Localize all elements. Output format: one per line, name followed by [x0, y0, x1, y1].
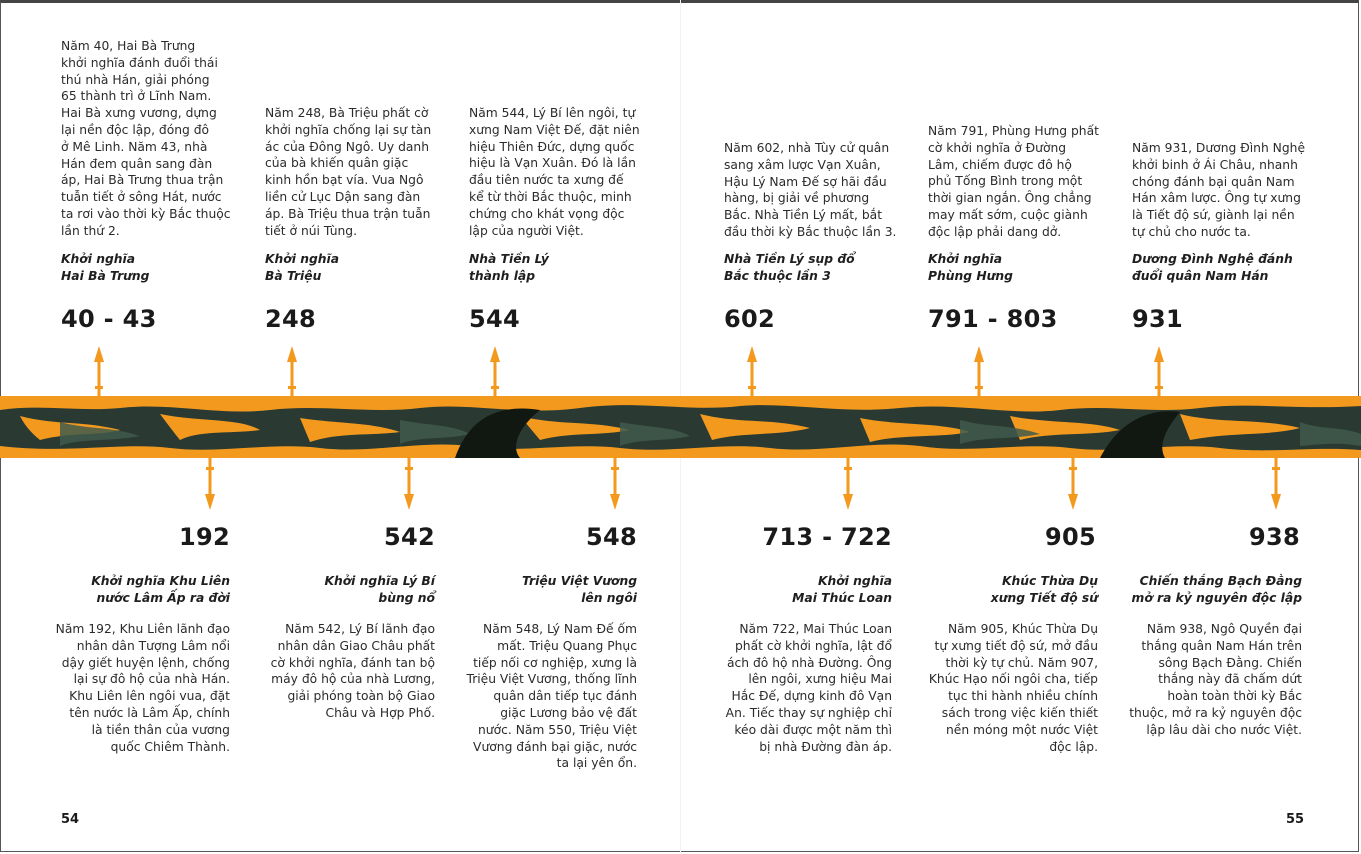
bottom-event-5-desc: Năm 905, Khúc Thừa Dụ tự xưng tiết độ sứ, mở đầu thời kỳ tự chủ. Năm 907, Khúc Hạo nối ngôi cha, tiếp tục thi hành nhiều chính sách trong việc kiến thiết nền móng một nước Việt độc lập. — [928, 622, 1098, 754]
bottom-event-1-title: Khởi nghĩa Khu Liên nước Lâm Ấp ra đời — [91, 574, 230, 605]
top-event-2-desc: Năm 248, Bà Triệu phất cờ khởi nghĩa chống lại sự tàn ác của Đông Ngô. Uy danh của bà khiến quân giặc kinh hồn bạt vía. Vua Ngô liền cử Lục Dận sang đàn áp. Bà Triệu thua trận tuẫn tiết ở núi Tùng. — [265, 106, 432, 238]
arrow-up-icon — [286, 346, 298, 398]
bottom-event-1-desc: Năm 192, Khu Liên lãnh đạo nhân dân Tượng Lâm nổi dậy giết huyện lệnh, chống lại sự đô hộ của nhà Hán. Khu Liên lên ngôi vua, đặt tên nước là Lâm Ấp, chính là tiền thân của vương quốc Chiêm Thành. — [55, 622, 230, 754]
bottom-event-6-desc: Năm 938, Ngô Quyền đại thắng quân Nam Hán trên sông Bạch Đằng. Chiến thắng này đã chấm dứt hoàn toàn thời kỳ Bắc thuộc, mở ra kỷ nguyên độc lập lâu dài cho nước Việt. — [1129, 622, 1302, 737]
bottom-event-6-title: Chiến thắng Bạch Đằng mở ra kỷ nguyên độc lập — [1131, 574, 1302, 605]
bottom-event-4-title: Khởi nghĩa Mai Thúc Loan — [792, 574, 892, 605]
top-event-3-desc: Năm 544, Lý Bí lên ngôi, tự xưng Nam Việt Đế, đặt niên hiệu Thiên Đức, dựng quốc hiệu là Vạn Xuân. Đó là lần đầu tiên nước ta xưng đế kể từ thời Bắc thuộc, minh chứng cho khát vọng độc lập của người Việt. — [469, 106, 640, 238]
bottom-event-3-year: 548 — [586, 523, 637, 551]
top-event-4-desc: Năm 602, nhà Tùy cử quân sang xâm lược Vạn Xuân, Hậu Lý Nam Đế sợ hãi đầu hàng, bị giải về phương Bắc. Nhà Tiền Lý mất, bắt đầu thời kỳ Bắc thuộc lần 3. — [724, 141, 897, 239]
arrow-down-icon — [1270, 458, 1282, 510]
bottom-event-2-year: 542 — [384, 523, 435, 551]
bottom-event-1-year: 192 — [179, 523, 230, 551]
arrow-up-icon — [1153, 346, 1165, 398]
arrow-down-icon — [403, 458, 415, 510]
bottom-event-6-year: 938 — [1249, 523, 1300, 551]
bottom-event-2-desc: Năm 542, Lý Bí lãnh đạo nhân dân Giao Châu phất cờ khởi nghĩa, đánh tan bộ máy đô hộ của nhà Lương, giải phóng toàn bộ Giao Châu và Hợp Phố. — [270, 622, 435, 720]
bottom-event-5-title: Khúc Thừa Dụ xưng Tiết độ sứ — [990, 574, 1098, 605]
top-event-6-title: Dương Đình Nghệ đánh đuổi quân Nam Hán — [1132, 252, 1293, 283]
page-number-right: 55 — [1286, 812, 1305, 827]
arrow-up-icon — [489, 346, 501, 398]
bottom-event-5-year: 905 — [1045, 523, 1096, 551]
top-event-3-year: 544 — [469, 305, 520, 333]
top-event-2-year: 248 — [265, 305, 316, 333]
top-event-1-desc: Năm 40, Hai Bà Trưng khởi nghĩa đánh đuổi thái thú nhà Hán, giải phóng 65 thành trì ở Lĩnh Nam. Hai Bà xưng vương, dựng lại nền độc lập, đóng đô ở Mê Linh. Năm 43, nhà Hán đem quân sang đàn áp, Hai Bà Trưng thua trận tuẫn tiết ở sông Hát, nước ta rơi vào thời kỳ Bắc thuộc lần thứ 2. — [61, 39, 231, 238]
arrow-down-icon — [842, 458, 854, 510]
arrow-up-icon — [746, 346, 758, 398]
top-event-5-year: 791 - 803 — [928, 305, 1058, 333]
top-event-3-title: Nhà Tiền Lý thành lập — [469, 252, 549, 283]
top-event-6-desc: Năm 931, Dương Đình Nghệ khởi binh ở Ái Châu, nhanh chóng đánh bại quân Nam Hán xâm lược. Ông tự xưng là Tiết độ sứ, giành lại nền tự chủ cho nước ta. — [1132, 141, 1306, 239]
arrow-down-icon — [609, 458, 621, 510]
bottom-event-3-desc: Năm 548, Lý Nam Đế ốm mất. Triệu Quang Phục tiếp nối cơ nghiệp, xưng là Triệu Việt Vương, thống lĩnh quân dân tiếp tục đánh giặc Lương bảo vệ đất nước. Năm 550, Triệu Việt Vương đánh bại giặc, nước ta lại yên ổn. — [466, 622, 637, 771]
bottom-event-3-title: Triệu Việt Vương lên ngôi — [522, 574, 637, 605]
top-event-1-year: 40 - 43 — [61, 305, 157, 333]
top-event-4-year: 602 — [724, 305, 775, 333]
top-event-6-year: 931 — [1132, 305, 1183, 333]
arrow-up-icon — [93, 346, 105, 398]
top-event-2-title: Khởi nghĩa Bà Triệu — [265, 252, 340, 283]
top-event-5-title: Khởi nghĩa Phùng Hưng — [928, 252, 1013, 283]
bottom-event-4-desc: Năm 722, Mai Thúc Loan phất cờ khởi nghĩa, lật đổ ách đô hộ nhà Đường. Ông lên ngôi, xưng hiệu Mai Hắc Đế, dựng kinh đô Vạn An. Tiếc thay sự nghiệp chỉ kéo dài được một năm thì bị nhà Đường đàn áp. — [725, 622, 892, 754]
bottom-event-4-year: 713 - 722 — [762, 523, 892, 551]
timeline-band — [0, 396, 1361, 458]
top-event-5-desc: Năm 791, Phùng Hưng phất cờ khởi nghĩa ở Đường Lâm, chiếm được đô hộ phủ Tống Bình trong một thời gian ngắn. Ông chẳng may mất sớm, cuộc giành độc lập phải dang dở. — [928, 124, 1099, 239]
arrow-down-icon — [1067, 458, 1079, 510]
arrow-down-icon — [204, 458, 216, 510]
top-event-4-title: Nhà Tiền Lý sụp đổ Bắc thuộc lần 3 — [724, 252, 855, 283]
top-event-1-title: Khởi nghĩa Hai Bà Trưng — [61, 252, 150, 283]
bottom-event-2-title: Khởi nghĩa Lý Bí bùng nổ — [324, 574, 435, 605]
arrow-up-icon — [973, 346, 985, 398]
page-number-left: 54 — [61, 812, 80, 827]
